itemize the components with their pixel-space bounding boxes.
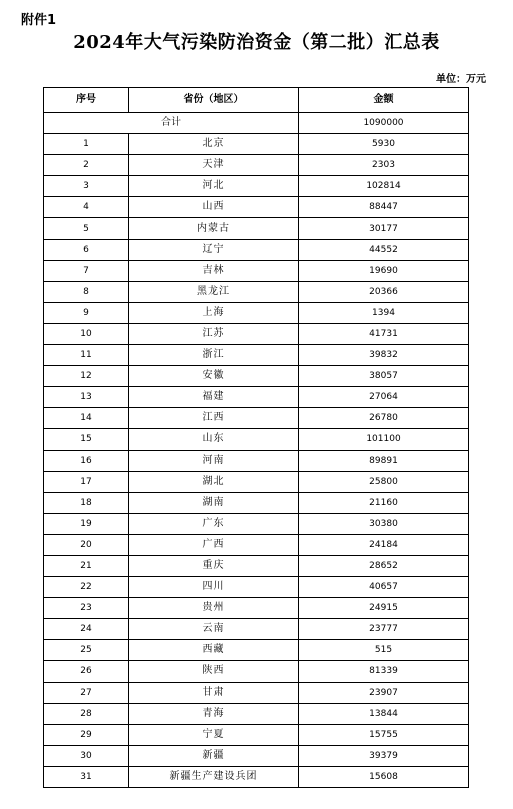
- row-region: 北京: [129, 134, 299, 155]
- row-serial-number: 20: [44, 534, 129, 555]
- row-serial-number: 2: [44, 155, 129, 176]
- row-region: 黑龙江: [129, 281, 299, 302]
- row-amount: 5930: [299, 134, 469, 155]
- total-label: 合计: [44, 113, 299, 134]
- header-region: 省份（地区）: [129, 88, 299, 113]
- table-row: [44, 239, 469, 260]
- row-amount: 15608: [299, 766, 469, 787]
- table-row: [44, 661, 469, 682]
- row-amount: 89891: [299, 450, 469, 471]
- unit-label: 单位：万元: [436, 74, 486, 85]
- table-row: [44, 682, 469, 703]
- row-serial-number: 18: [44, 492, 129, 513]
- table-header-row: [44, 88, 469, 113]
- row-amount: 30177: [299, 218, 469, 239]
- row-amount: 101100: [299, 429, 469, 450]
- row-amount: 81339: [299, 661, 469, 682]
- table-row: [44, 218, 469, 239]
- row-amount: 13844: [299, 703, 469, 724]
- table-row: [44, 345, 469, 366]
- table-row: [44, 577, 469, 598]
- row-serial-number: 6: [44, 239, 129, 260]
- row-serial-number: 8: [44, 281, 129, 302]
- row-serial-number: 16: [44, 450, 129, 471]
- row-amount: 30380: [299, 513, 469, 534]
- row-region: 江西: [129, 408, 299, 429]
- document-title: 2024年大气污染防治资金（第二批）汇总表: [73, 32, 440, 53]
- row-region: 云南: [129, 619, 299, 640]
- row-serial-number: 10: [44, 323, 129, 344]
- row-serial-number: 26: [44, 661, 129, 682]
- row-region: 广东: [129, 513, 299, 534]
- row-amount: 515: [299, 640, 469, 661]
- row-amount: 39379: [299, 745, 469, 766]
- table-row: [44, 598, 469, 619]
- table-row: [44, 513, 469, 534]
- row-region: 吉林: [129, 260, 299, 281]
- table-row: [44, 724, 469, 745]
- funding-summary-table: [43, 87, 469, 788]
- table-row: [44, 134, 469, 155]
- row-serial-number: 13: [44, 387, 129, 408]
- table-row: [44, 366, 469, 387]
- row-region: 湖北: [129, 471, 299, 492]
- table-row: [44, 260, 469, 281]
- table-row: [44, 429, 469, 450]
- row-region: 西藏: [129, 640, 299, 661]
- row-region: 重庆: [129, 555, 299, 576]
- row-serial-number: 31: [44, 766, 129, 787]
- row-serial-number: 15: [44, 429, 129, 450]
- row-region: 内蒙古: [129, 218, 299, 239]
- row-serial-number: 19: [44, 513, 129, 534]
- table-row: [44, 176, 469, 197]
- row-region: 辽宁: [129, 239, 299, 260]
- row-region: 福建: [129, 387, 299, 408]
- table-row: [44, 471, 469, 492]
- row-region: 安徽: [129, 366, 299, 387]
- row-serial-number: 9: [44, 302, 129, 323]
- row-amount: 23907: [299, 682, 469, 703]
- row-amount: 2303: [299, 155, 469, 176]
- row-region: 湖南: [129, 492, 299, 513]
- row-region: 山西: [129, 197, 299, 218]
- header-serial-number: 序号: [44, 88, 129, 113]
- row-serial-number: 21: [44, 555, 129, 576]
- row-region: 新疆生产建设兵团: [129, 766, 299, 787]
- row-region: 上海: [129, 302, 299, 323]
- row-region: 广西: [129, 534, 299, 555]
- table-row: [44, 492, 469, 513]
- table-row: [44, 640, 469, 661]
- row-serial-number: 14: [44, 408, 129, 429]
- row-amount: 88447: [299, 197, 469, 218]
- row-region: 陕西: [129, 661, 299, 682]
- row-region: 河南: [129, 450, 299, 471]
- row-amount: 44552: [299, 239, 469, 260]
- table-row: [44, 766, 469, 787]
- table-row: [44, 197, 469, 218]
- row-serial-number: 1: [44, 134, 129, 155]
- attachment-label: 附件1: [21, 13, 57, 28]
- row-serial-number: 11: [44, 345, 129, 366]
- row-amount: 20366: [299, 281, 469, 302]
- row-region: 新疆: [129, 745, 299, 766]
- row-amount: 41731: [299, 323, 469, 344]
- row-region: 青海: [129, 703, 299, 724]
- row-amount: 24915: [299, 598, 469, 619]
- table-row: [44, 619, 469, 640]
- row-region: 山东: [129, 429, 299, 450]
- row-serial-number: 24: [44, 619, 129, 640]
- row-amount: 24184: [299, 534, 469, 555]
- row-amount: 15755: [299, 724, 469, 745]
- row-region: 贵州: [129, 598, 299, 619]
- row-serial-number: 30: [44, 745, 129, 766]
- table-row: [44, 302, 469, 323]
- row-amount: 26780: [299, 408, 469, 429]
- row-serial-number: 25: [44, 640, 129, 661]
- table-row: [44, 155, 469, 176]
- row-region: 河北: [129, 176, 299, 197]
- row-serial-number: 23: [44, 598, 129, 619]
- row-region: 四川: [129, 577, 299, 598]
- row-amount: 19690: [299, 260, 469, 281]
- row-serial-number: 4: [44, 197, 129, 218]
- row-region: 江苏: [129, 323, 299, 344]
- row-amount: 27064: [299, 387, 469, 408]
- row-amount: 1394: [299, 302, 469, 323]
- row-serial-number: 27: [44, 682, 129, 703]
- total-amount: 1090000: [299, 113, 469, 134]
- row-amount: 102814: [299, 176, 469, 197]
- table-row: [44, 555, 469, 576]
- row-amount: 28652: [299, 555, 469, 576]
- total-row: [44, 113, 469, 134]
- table-row: [44, 450, 469, 471]
- row-serial-number: 7: [44, 260, 129, 281]
- row-region: 宁夏: [129, 724, 299, 745]
- row-serial-number: 22: [44, 577, 129, 598]
- row-amount: 38057: [299, 366, 469, 387]
- row-serial-number: 5: [44, 218, 129, 239]
- table-row: [44, 408, 469, 429]
- table-row: [44, 387, 469, 408]
- row-serial-number: 3: [44, 176, 129, 197]
- row-region: 天津: [129, 155, 299, 176]
- row-amount: 21160: [299, 492, 469, 513]
- table-row: [44, 281, 469, 302]
- row-amount: 39832: [299, 345, 469, 366]
- table-row: [44, 323, 469, 344]
- table-row: [44, 534, 469, 555]
- row-amount: 25800: [299, 471, 469, 492]
- header-amount: 金额: [299, 88, 469, 113]
- row-serial-number: 17: [44, 471, 129, 492]
- row-serial-number: 12: [44, 366, 129, 387]
- row-region: 浙江: [129, 345, 299, 366]
- row-serial-number: 29: [44, 724, 129, 745]
- row-amount: 23777: [299, 619, 469, 640]
- table-row: [44, 745, 469, 766]
- row-region: 甘肃: [129, 682, 299, 703]
- table-row: [44, 703, 469, 724]
- row-amount: 40657: [299, 577, 469, 598]
- row-serial-number: 28: [44, 703, 129, 724]
